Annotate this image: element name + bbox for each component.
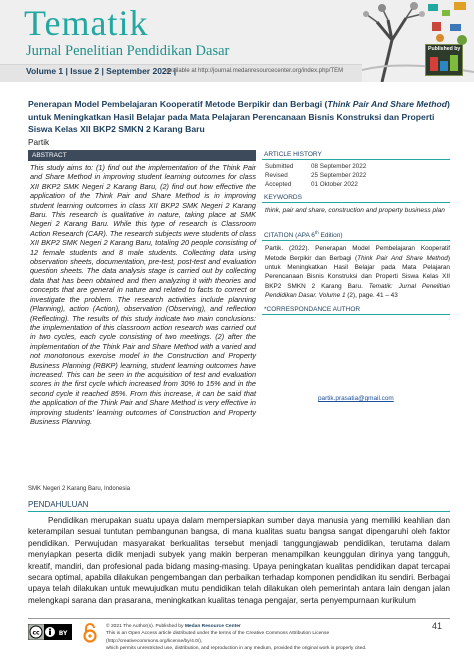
article-history-heading: ARTICLE HISTORY (262, 150, 450, 160)
citation-text-pre: Partik. (2022). Penerapan Model Pembelajaran Kooperatif Metode Berpikir dan Berbagi ( (265, 245, 450, 262)
svg-text:BY: BY (58, 630, 68, 637)
title-part-3: ) untuk Meningkatkan Hasil Belajar pada Mata Pelajaran Perencanaan Bisnis Konstruksi dan Properti Siswa Kelas XII BKP2 SMKN 2 Karang Baru (28, 99, 450, 135)
journal-header (0, 0, 474, 82)
journal-subtitle: Jurnal Penelitian Pendidikan Dasar (26, 43, 230, 59)
history-row (262, 171, 450, 180)
citation-text (262, 244, 450, 300)
footer-publisher: Medan Resource Center (184, 624, 241, 629)
history-label: Submitted (265, 163, 294, 170)
history-label: Revised (265, 172, 288, 180)
keywords-text: think, pair and share, construction and property business plan (265, 207, 445, 214)
volume-issue: Volume 1 | Issue 2 | September 2022 | (26, 66, 177, 76)
history-value: 08 September 2022 (311, 163, 367, 170)
footer-divider (28, 618, 450, 619)
article-title (28, 98, 458, 136)
citation-text-mid: ) untuk Meningkatkan Hasil Belajar pada Mata Pelajaran Perencanaan Bisnis Konstruksi dan Properti Siswa Kelas XII BKP2 SMKN 2 Karang Baru. (265, 254, 450, 290)
citation-heading-edition: Edition) (318, 232, 343, 240)
citation-heading (262, 229, 450, 241)
footer-line-2: This is an Open Access article distributed under the terms of the Creative Commons Attribution License (http://creativecommons.org/license/by/4.0/), (106, 631, 330, 644)
author-email-link[interactable]: partik.prasatia@gmail.com (318, 395, 394, 402)
publisher-logo-icon (426, 53, 462, 75)
publisher-badge (425, 44, 463, 76)
author-affiliation: SMK Negeri 2 Karang Baru, Indonesia (28, 486, 131, 492)
correspondence-heading: *CORRESPONDANCE AUTHOR (262, 305, 450, 315)
publisher-badge-label: Published by (428, 46, 461, 52)
introduction-body (28, 515, 450, 606)
footer-license-text (106, 623, 426, 652)
footer-line-1 (106, 623, 426, 630)
keywords-heading: KEYWORDS (262, 193, 450, 203)
svg-text:cc: cc (32, 629, 40, 637)
journal-title: Tematik (24, 3, 149, 43)
abstract-heading: ABSTRACT (28, 150, 256, 161)
open-access-lock-icon (82, 623, 98, 643)
author-name: Partik (28, 137, 50, 147)
introduction-heading: PENDAHULUAN (28, 500, 450, 512)
citation-heading-text: CITATION (APA 6 (264, 232, 315, 240)
citation-text-post: (2), page. 41 – 43 (345, 292, 398, 300)
footer-copyright: © 2021 The Author(s). Published by (106, 624, 185, 629)
page-number: 41 (432, 621, 443, 631)
citation-journal: Tematik: Jurnal Penelitian Pendidikan Dasar. Volume 1 (265, 282, 450, 300)
title-part-2: Think Pair And Share Method (327, 99, 447, 109)
citation-text-italic: Think Pair And Share Method (357, 254, 448, 262)
history-value: 25 September 2022 (311, 172, 367, 180)
article-history-section (262, 150, 450, 190)
citation-section (262, 229, 450, 301)
citation-heading-sup: th (314, 230, 319, 235)
history-row (262, 180, 450, 189)
abstract-text: This study aims to: (1) find out the implementation of the Think Pair and Share Method in improving student learning outcomes for class XII BKP2 SMK Negeri 2 Karang Baru, (2) find out how effective the application of the Think Pair and Share Method is in improving student learning outcomes in class XII BKP2 SMK Negeri 2 Karang Baru. This research is qualitative in nature, taking place at SMK Negeri 2 Karang Baru. While this type of research is Classroom Action Research (CAR). The research subjects were students of class XII BKP2 SMK Negeri 2 Karang Baru, totaling 20 people consisting of 12 female students and 8 male students. Collecting data using observation sheets, documentation, pre-test, post-test and evaluation question sheets. The data analysis stage is carried out by collecting data that has been obtained and then analyzing it with theories and concepts that are general in nature and related to facts to correct or investigate the problem. The research activities include planning (Planning), action (Action), observation (Observing), and reflection (Reflecting). The results of this study indicate two main conclusions: the implementation of this classroom action research was carried out in two cycles, each cycle consisting of two meetings. (2) after the implementation of the Think Pair and Share Method with a varied and not monotonous exercise model in the Construction and Property Business Planning (RBKP) learning, student learning outcomes have increased. This can be seen in the acquisition of test and evaluation scores in the first cycle which increased from 30% to 15% and in the second cycle it reached 85%. From this increase, it can be said that the application of the Think Pair and Share Method is very effective in improving students' learning outcomes of Construction and Property Business Planning. (30, 163, 256, 426)
title-part-1: Penerapan Model Pembelajaran Kooperatif Metode Berpikir dan Berbagi ( (28, 99, 328, 109)
creative-commons-by-icon (28, 624, 72, 640)
history-label: Accepted (265, 181, 292, 189)
keywords-section (262, 193, 450, 216)
footer-line-3: which permits unrestricted use, distribution, and reproduction in any medium, provided the original work is properly cited. (106, 645, 367, 651)
correspondence-section (262, 305, 450, 315)
history-row (262, 162, 450, 171)
history-value: 01 Oktober 2022 (311, 181, 358, 189)
introduction-paragraph: Pendidikan merupakan suatu upaya dalam mempersiapkan sumber daya manusia yang memiliki keahlian dan keterampilan sesuai tuntutan pembangunan bangsa, di mana kualitas suatu bangsa sangat dipengaruhi oleh faktor pendidikan. Perwujudan masyarakat berkualitas tersebut menjadi tanggungjawab pendidikan, terutama dalam menyiapkan peserta didik menjadi subyek yang makin berperan menampilkan keunggulan dirinya yang tangguh, kreatif, mandiri, dan profesional pada bidang masing-masing. Upaya peningkatan kualitas pendidikan dapat tercapai secara optimal, apabila dilakukan pengembangan dan perbaikan terhadap komponen pendidikan itu sendiri. Berbagai upaya telah dilakukan untuk mewujudkan mutu pendidikan telah dilakukan oleh pemerintah antara lain dengan jalan melengkapi sarana dan prasarana, meningkatkan kualitas tenaga pengajar, serta penyempurnaan kurikulum (28, 516, 450, 605)
journal-url[interactable]: available at http://journal.medanresourcecenter.org/index.php/TEM (166, 67, 344, 74)
